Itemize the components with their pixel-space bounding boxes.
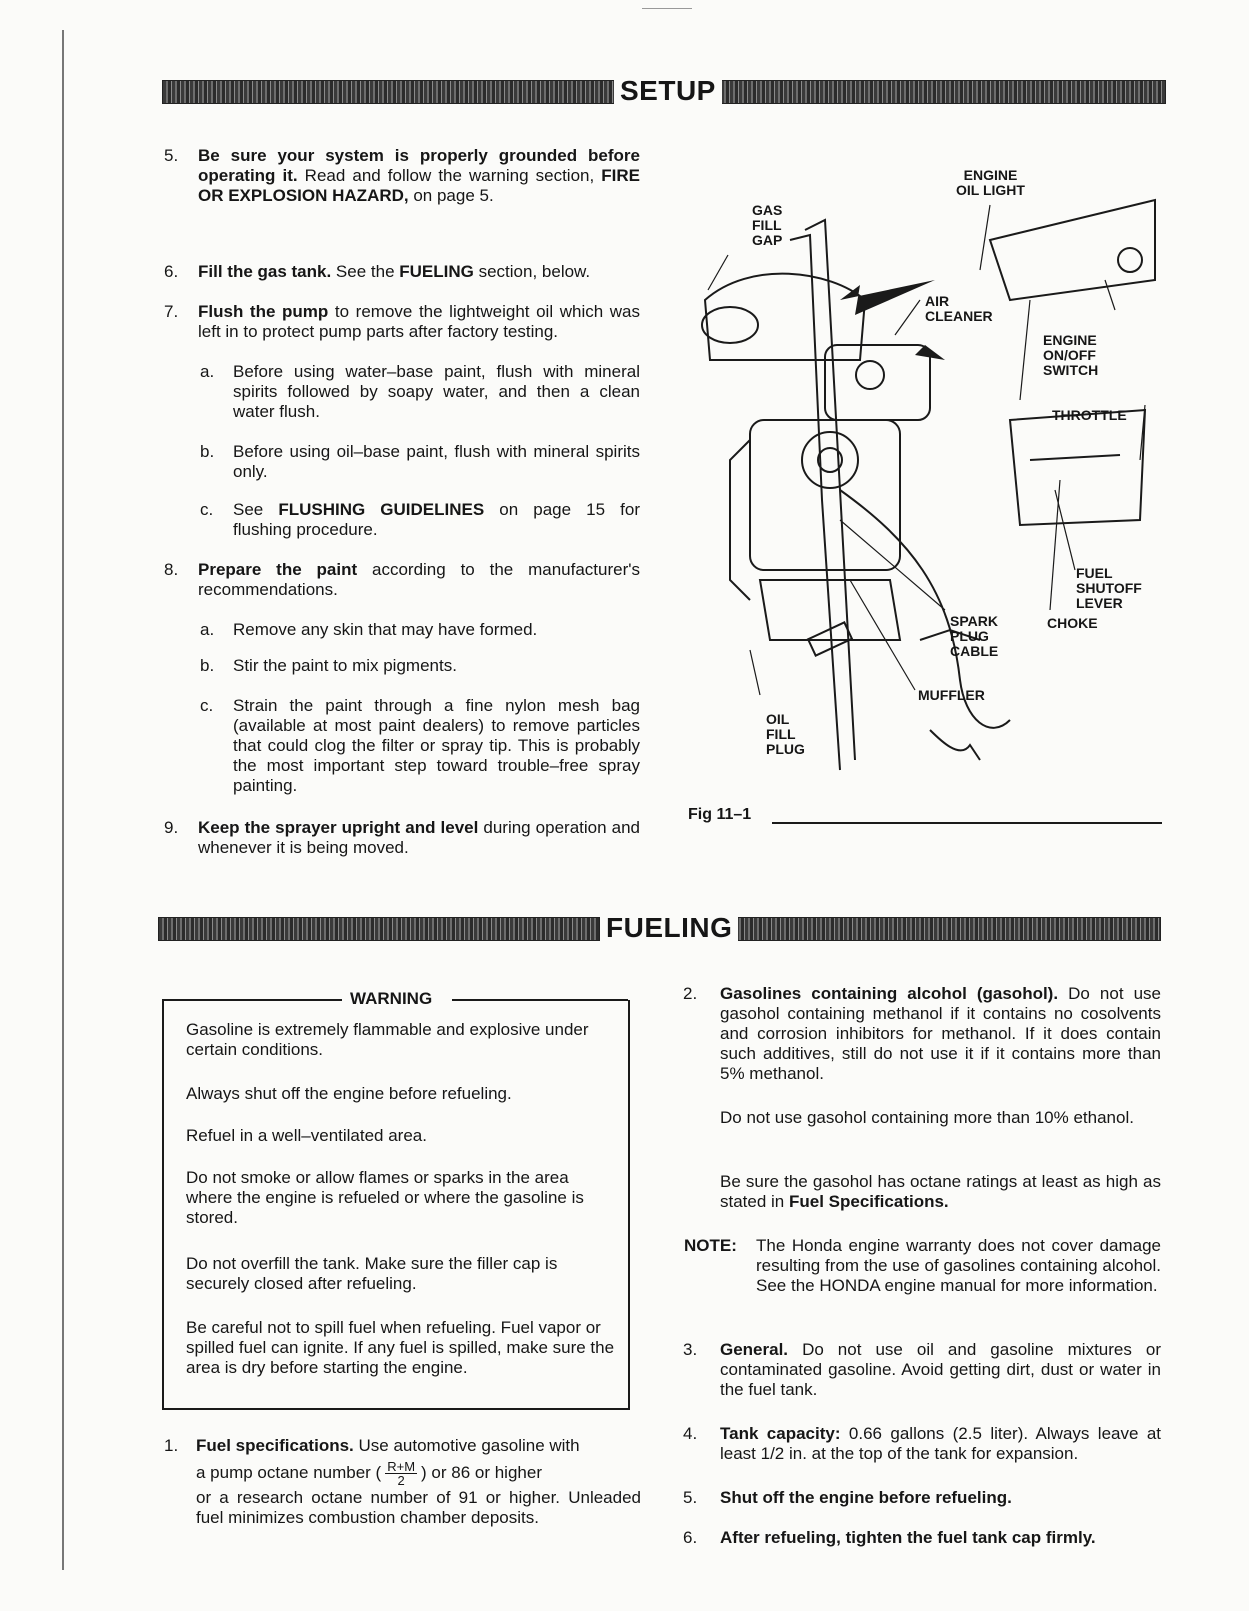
setup-item-9-text: during operation and whenever it is being moved. <box>198 818 640 857</box>
warning-box <box>162 1000 630 1410</box>
setup-item-7b-letter: b. <box>200 442 215 461</box>
setup-item-5-number: 5. <box>164 146 179 165</box>
fuel-item-6-bold: After refueling, tighten the fuel tank cap firmly. <box>720 1528 1096 1547</box>
setup-item-7c-post: on page 15 for flushing procedure. <box>233 500 640 539</box>
setup-item-8c: Strain the paint through a fine nylon mesh bag (available at most paint dealers) to remove particles that could clog the filter or spray tip. This is probably the most important step toward trouble–free spray painting. <box>233 696 640 795</box>
fuel-item-4-number: 4. <box>683 1424 698 1443</box>
setup-item-7a: Before using water–base paint, flush with mineral spirits followed by soapy water, and then a clean water flush. <box>233 362 640 421</box>
fuel-item-1-text: Use automotive gasoline with <box>353 1436 580 1455</box>
setup-item-7-number: 7. <box>164 302 179 321</box>
setup-item-8b: Stir the paint to mix pigments. <box>233 656 457 675</box>
setup-item-7c-pre: See <box>233 500 279 519</box>
fuel-item-2-text: Do not use gasohol containing methanol if it contains no cosolvents and corrosion inhibitors for methanol. If it does contain such additives, still do not use it if it contains more than 5% methanol. <box>720 984 1161 1083</box>
fuel-item-1-post: ) or 86 or higher <box>421 1463 542 1482</box>
setup-item-6-text2: section, below. <box>473 262 591 281</box>
fuel-item-1-rest: or a research octane number of 91 or higher. Unleaded fuel minimizes combustion chamber deposits. <box>196 1488 641 1527</box>
fig-label-gas-fill-gap: GAS FILL GAP <box>752 202 783 248</box>
fuel-item-1-pre: a pump octane number ( <box>196 1463 382 1482</box>
fig-label-throttle: THROTTLE <box>1052 407 1127 423</box>
fuel-item-2-bold: Gasolines containing alcohol (gasohol). <box>720 984 1059 1003</box>
setup-item-7 <box>198 302 640 342</box>
setup-item-8a: Remove any skin that may have formed. <box>233 620 538 639</box>
setup-item-8-number: 8. <box>164 560 179 579</box>
setup-item-6-bold2: FUELING <box>399 262 474 281</box>
fuel-item-1-line1 <box>196 1436 641 1456</box>
fueling-band-right <box>735 917 1161 941</box>
setup-item-5-bold2: FIRE OR EXPLOSION HAZARD, <box>198 166 640 205</box>
fueling-title: FUELING <box>600 913 738 943</box>
fuel-item-4 <box>720 1424 1161 1464</box>
warning-paragraph: Always shut off the engine before refueling. <box>186 1084 512 1103</box>
fuel-item-5-bold: Shut off the engine before refueling. <box>720 1488 1012 1507</box>
setup-title: SETUP <box>614 76 722 106</box>
binder-margin-line <box>62 30 64 1570</box>
figure-caption: Fig 11–1 <box>688 806 752 823</box>
note-label: NOTE: <box>684 1236 737 1255</box>
setup-item-5-bold: Be sure your system is properly grounded before operating it. <box>198 146 640 185</box>
setup-item-8-text: according to the manufacturer's recommendations. <box>198 560 640 599</box>
setup-band-right <box>720 80 1166 104</box>
fuel-item-4-text: 0.66 gallons (2.5 liter). Always leave at least 1/2 in. at the top of the tank for expansion. <box>720 1424 1161 1463</box>
setup-item-7-bold: Flush the pump <box>198 302 329 321</box>
fuel-item-4-bold: Tank capacity: <box>720 1424 841 1443</box>
fuel-item-6-number: 6. <box>683 1528 698 1547</box>
fuel-item-3-text: Do not use oil and gasoline mixtures or contaminated gasoline. Avoid getting dirt, dust or water in the fuel tank. <box>720 1340 1161 1399</box>
setup-item-6-number: 6. <box>164 262 179 281</box>
setup-item-8 <box>198 560 640 600</box>
fig-label-fuel-shutoff-lever: FUEL SHUTOFF LEVER <box>1076 565 1142 611</box>
setup-item-5-text: Read and follow the warning section, <box>297 166 602 185</box>
fuel-item-3 <box>720 1340 1161 1400</box>
warning-paragraph: Be careful not to spill fuel when refueling. Fuel vapor or spilled fuel can ignite. If any fuel is spilled, make sure the area is dry before starting the engine. <box>186 1318 615 1377</box>
warning-paragraph: Gasoline is extremely flammable and explosive under certain conditions. <box>186 1020 589 1059</box>
fuel-item-1-bold: Fuel specifications. <box>196 1436 354 1455</box>
fig-label-engine-oil-light: ENGINE OIL LIGHT <box>956 167 1025 198</box>
fig-label-air-cleaner: AIR CLEANER <box>925 293 993 324</box>
setup-item-7b: Before using oil–base paint, flush with mineral spirits only. <box>233 442 640 481</box>
setup-item-8a-letter: a. <box>200 620 215 639</box>
fueling-band-left <box>158 917 600 941</box>
fuel-item-2 <box>720 984 1161 1084</box>
warning-paragraph: Do not overfill the tank. Make sure the filler cap is securely closed after refueling. <box>186 1254 558 1293</box>
fuel-item-1-number: 1. <box>164 1436 179 1455</box>
setup-item-7c <box>233 500 640 540</box>
fig-label-muffler: MUFFLER <box>918 687 985 703</box>
fuel-item-3-number: 3. <box>683 1340 698 1359</box>
warning-title: WARNING <box>350 989 433 1008</box>
top-rule <box>642 8 692 9</box>
fig-label-engine-switch: ENGINE ON/OFF SWITCH <box>1043 332 1099 378</box>
fig-label-oil-fill-plug: OIL FILL PLUG <box>766 711 805 757</box>
fuel-item-2-number: 2. <box>683 984 698 1003</box>
setup-item-7c-bold: FLUSHING GUIDELINES <box>278 500 485 519</box>
fuel-item-2-p2: Do not use gasohol containing more than 10% ethanol. <box>720 1108 1134 1127</box>
fig-label-choke: CHOKE <box>1047 615 1098 631</box>
setup-item-9 <box>198 818 640 858</box>
setup-item-5 <box>198 146 640 206</box>
note-text: The Honda engine warranty does not cover damage resulting from the use of gasolines containing alcohol. See the HONDA engine manual for more information. <box>756 1236 1161 1295</box>
setup-item-8c-letter: c. <box>200 696 214 715</box>
setup-band-left <box>162 80 616 104</box>
setup-item-7a-letter: a. <box>200 362 215 381</box>
setup-item-8b-letter: b. <box>200 656 215 675</box>
warning-paragraph: Refuel in a well–ventilated area. <box>186 1126 427 1145</box>
setup-item-9-number: 9. <box>164 818 179 837</box>
figure-caption-rule <box>772 822 1162 824</box>
setup-item-6-text: See the <box>331 262 400 281</box>
fuel-item-6 <box>720 1528 1161 1548</box>
setup-item-6 <box>198 262 640 282</box>
octane-fraction: $\frac{R+M}{2}$ <box>387 1459 416 1489</box>
warning-paragraph: Do not smoke or allow flames or sparks in the area where the engine is refueled or where the gasoline is stored. <box>186 1168 584 1227</box>
setup-item-5-text2: on page 5. <box>408 186 494 205</box>
fuel-item-2-p3-bold: Fuel Specifications. <box>789 1192 949 1211</box>
fuel-item-2-p3 <box>720 1172 1161 1212</box>
setup-item-7-text: to remove the lightweight oil which was left in to protect pump parts after factory testing. <box>198 302 640 341</box>
fuel-item-3-bold: General. <box>720 1340 789 1359</box>
fuel-item-5-number: 5. <box>683 1488 698 1507</box>
setup-item-8-bold: Prepare the paint <box>198 560 358 579</box>
fuel-item-5 <box>720 1488 1161 1508</box>
fuel-item-2-p3-text: Be sure the gasohol has octane ratings at least as high as stated in <box>720 1172 1161 1211</box>
setup-item-6-bold: Fill the gas tank. <box>198 262 332 281</box>
setup-item-7c-letter: c. <box>200 500 214 519</box>
setup-item-9-bold: Keep the sprayer upright and level <box>198 818 479 837</box>
fuel-item-1-octane <box>196 1460 641 1487</box>
fig-label-spark-plug-cable: SPARK PLUG CABLE <box>950 613 999 659</box>
